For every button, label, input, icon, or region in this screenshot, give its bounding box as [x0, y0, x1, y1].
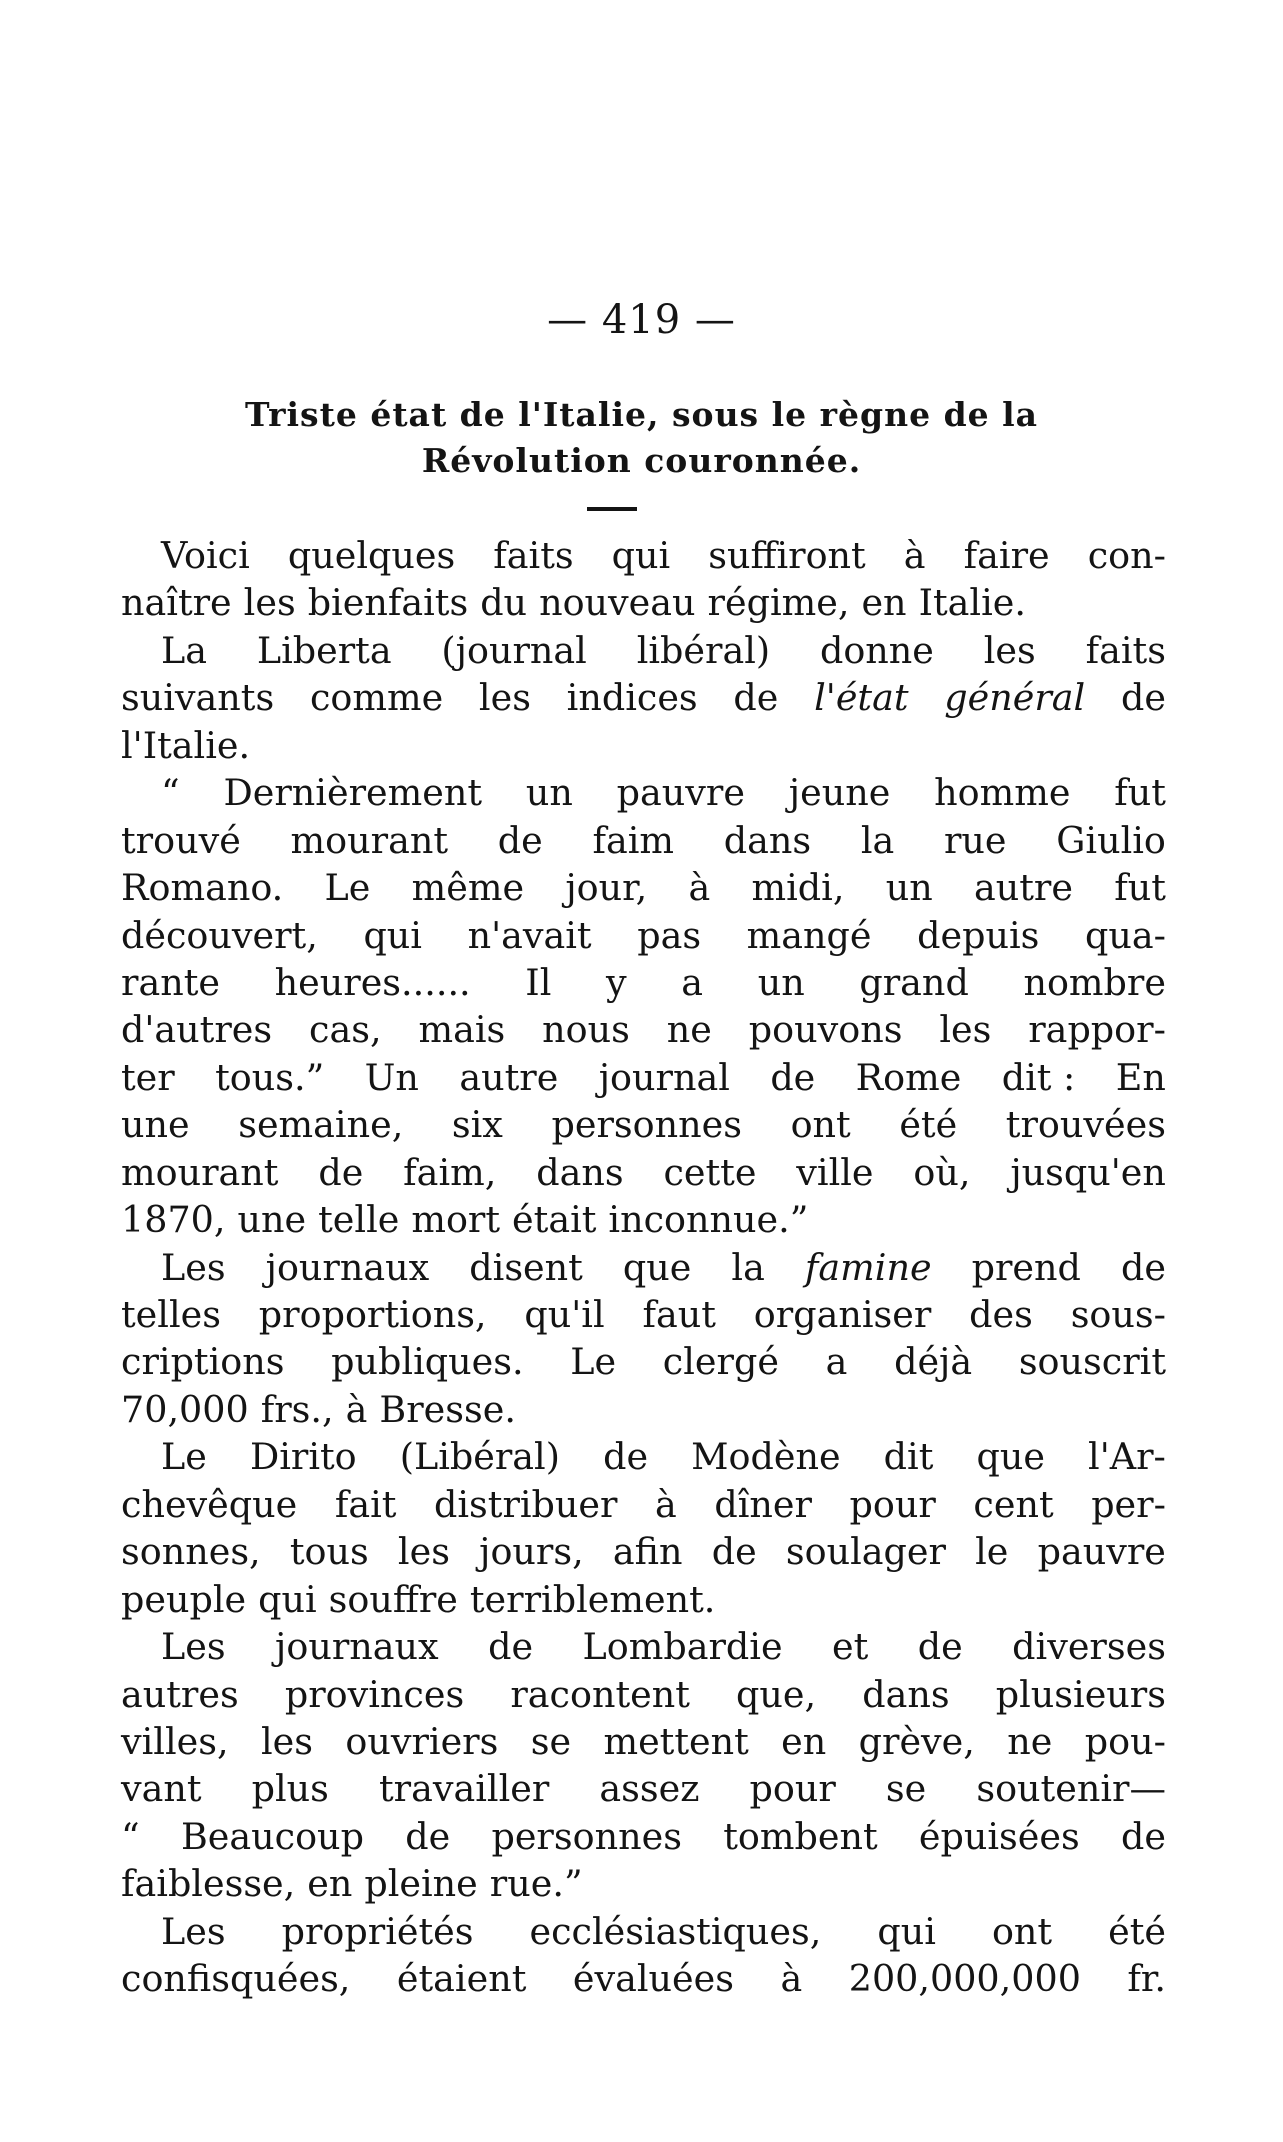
body-text: [121, 532, 1166, 2003]
word: Les: [161, 1245, 226, 1289]
word: homme: [934, 771, 1071, 815]
word: mais: [418, 1008, 506, 1052]
word: pour: [749, 1767, 836, 1811]
word: de: [1120, 676, 1166, 720]
text-line: [121, 1955, 1166, 2002]
word: les: [260, 1719, 313, 1763]
word: telle: [318, 1198, 400, 1242]
word: mourant: [121, 1150, 279, 1194]
word: nombre: [1023, 960, 1166, 1004]
word: Voici: [161, 534, 250, 577]
word: donne: [819, 628, 934, 672]
word: du: [480, 581, 528, 625]
word: étaient: [396, 1957, 527, 2001]
word: découvert,: [121, 913, 318, 957]
text-line: [121, 1860, 1166, 1907]
word: ne: [1007, 1719, 1053, 1763]
word: jours,: [479, 1530, 584, 1574]
word: Romano.: [121, 866, 284, 910]
word: les: [397, 1530, 450, 1574]
word: trouvé: [121, 818, 241, 862]
word: de: [917, 1625, 963, 1669]
word: faits: [493, 534, 574, 577]
word: Italie.: [918, 581, 1026, 625]
word: famine: [804, 1245, 932, 1289]
word: La: [161, 628, 207, 672]
word: dans: [862, 1672, 950, 1716]
word: à: [780, 1957, 803, 2001]
word: personnes: [551, 1103, 742, 1147]
word: publiques.: [331, 1340, 524, 1384]
word: était: [512, 1198, 597, 1242]
word: se: [530, 1719, 572, 1763]
word: pauvre: [1037, 1530, 1166, 1574]
word: jour,: [565, 866, 648, 910]
word: de: [318, 1150, 364, 1194]
word: qui: [611, 534, 671, 577]
word: ouvriers: [345, 1719, 499, 1763]
word: fr.: [1127, 1957, 1166, 2001]
text-line: [121, 1765, 1166, 1812]
text-line: [121, 579, 1166, 626]
word: Dirito: [249, 1435, 357, 1479]
word: de: [405, 1814, 451, 1858]
word: dit: [883, 1435, 934, 1479]
word: inconnue.”: [608, 1198, 809, 1242]
word: quelques: [287, 534, 456, 577]
word: dit :: [1001, 1055, 1076, 1099]
word: suivants: [121, 676, 275, 720]
text-line: [121, 1813, 1166, 1860]
word: rue.”: [489, 1862, 583, 1906]
word: autre: [459, 1055, 559, 1099]
word: même: [411, 866, 525, 910]
word: soutenir—: [976, 1767, 1166, 1811]
text-line: [121, 1386, 1166, 1433]
word: nouveau: [539, 581, 696, 625]
word: soulager: [785, 1530, 946, 1574]
word: comme: [309, 676, 444, 720]
word: organiser: [753, 1293, 932, 1336]
word: Lombardie: [582, 1625, 783, 1669]
word: bienfaits: [307, 581, 469, 625]
word: à: [903, 534, 926, 577]
word: journaux: [275, 1625, 439, 1669]
word: chevêque: [121, 1482, 298, 1526]
word: de: [497, 818, 543, 862]
word: “: [161, 771, 180, 815]
word: un: [757, 960, 805, 1004]
text-line: [121, 1623, 1166, 1670]
word: racontent: [510, 1672, 690, 1716]
word: mourant: [290, 818, 449, 862]
word: faiblesse,: [121, 1862, 296, 1906]
word: n'avait: [467, 913, 592, 957]
word: tous: [289, 1530, 369, 1574]
word: autre: [973, 866, 1073, 910]
word: nous: [542, 1008, 630, 1052]
word: propriétés: [281, 1909, 474, 1953]
heading-line: Révolution couronnée.: [421, 441, 862, 480]
word: naître: [121, 581, 232, 625]
word: pleine: [364, 1862, 478, 1906]
word: journal: [598, 1055, 730, 1099]
word: Dernièrement: [223, 771, 483, 815]
word: en: [307, 1862, 353, 1906]
word: qu'il: [524, 1293, 605, 1336]
word: disent: [469, 1245, 583, 1289]
word: Modène: [691, 1435, 841, 1479]
word: 70,000: [121, 1387, 249, 1431]
word: faits: [1085, 628, 1166, 672]
word: été: [899, 1103, 958, 1147]
word: personnes: [491, 1814, 682, 1858]
word: vant: [121, 1767, 202, 1811]
word: que: [622, 1245, 692, 1289]
word: six: [451, 1103, 503, 1147]
text-line: [121, 1244, 1166, 1291]
word: Giulio: [1056, 818, 1166, 862]
word: Beaucoup: [180, 1814, 364, 1858]
text-line: [121, 817, 1166, 864]
word: terriblement.: [469, 1577, 716, 1621]
section-heading: [130, 392, 1153, 484]
word: une: [121, 1103, 190, 1147]
word: général: [944, 676, 1086, 720]
word: mort: [411, 1198, 501, 1242]
heading-divider: [587, 507, 637, 511]
word: afin: [612, 1530, 683, 1574]
word: un: [525, 771, 573, 815]
word: grève,: [858, 1719, 975, 1763]
word: suffiront: [708, 534, 866, 577]
word: épuisées: [918, 1814, 1080, 1858]
word: déjà: [894, 1340, 973, 1384]
text-line: [121, 912, 1166, 959]
word: peuple: [121, 1577, 247, 1621]
word: (Libéral): [399, 1435, 560, 1479]
word: semaine,: [238, 1103, 404, 1147]
word: travailler: [379, 1767, 550, 1811]
word: libéral): [636, 628, 771, 672]
word: ne: [666, 1008, 712, 1052]
word: criptions: [121, 1340, 285, 1384]
word: rappor-: [1028, 1008, 1166, 1052]
word: faim: [592, 818, 674, 862]
word: évaluées: [572, 1957, 734, 2001]
word: Les: [161, 1909, 226, 1953]
word: faim,: [403, 1150, 497, 1194]
word: jusqu'en: [1010, 1150, 1166, 1194]
word: pou-: [1084, 1719, 1166, 1763]
word: en: [861, 581, 907, 625]
word: le: [975, 1530, 1009, 1574]
text-line: [121, 1196, 1166, 1243]
text-line: [121, 1054, 1166, 1101]
word: dîner: [714, 1482, 812, 1526]
heading-line: Triste état de l'Italie, sous le règne de la: [244, 395, 1039, 434]
word: villes,: [121, 1719, 229, 1763]
word: Bresse.: [379, 1387, 516, 1431]
word: clergé: [662, 1340, 779, 1384]
word: y: [606, 960, 627, 1004]
word: à: [655, 1482, 677, 1526]
word: a: [825, 1340, 848, 1384]
word: Un: [364, 1055, 419, 1099]
word: pauvre: [616, 771, 745, 815]
word: de: [1121, 1814, 1166, 1858]
word: frs.,: [260, 1387, 334, 1431]
word: l'Italie.: [121, 723, 251, 767]
word: dans: [723, 818, 812, 862]
word: journaux: [265, 1245, 430, 1289]
word: heures......: [274, 960, 471, 1004]
word: provinces: [284, 1672, 465, 1716]
word: la: [731, 1245, 765, 1289]
word: sous-: [1070, 1293, 1166, 1336]
text-line: [121, 864, 1166, 911]
word: qui: [258, 1577, 317, 1621]
word: Liberta: [256, 628, 392, 672]
word: l'Ar-: [1088, 1435, 1166, 1479]
word: plusieurs: [995, 1672, 1166, 1716]
word: ville: [796, 1150, 874, 1194]
word: à: [688, 866, 711, 910]
text-line: [121, 1671, 1166, 1718]
word: autres: [121, 1672, 239, 1716]
word: de: [488, 1625, 534, 1669]
word: cette: [663, 1150, 757, 1194]
text-line: [121, 1576, 1166, 1623]
word: indices: [566, 676, 698, 720]
text-line: [121, 1528, 1166, 1575]
word: 1870,: [121, 1198, 226, 1242]
word: Le: [324, 866, 371, 910]
word: l'état: [814, 676, 909, 720]
word: dans: [536, 1150, 624, 1194]
word: tombent: [723, 1814, 878, 1858]
word: les: [478, 676, 531, 720]
word: a: [681, 960, 704, 1004]
word: à: [345, 1387, 368, 1431]
word: plus: [251, 1767, 329, 1811]
word: mangé: [746, 913, 872, 957]
word: où,: [913, 1150, 971, 1194]
word: les: [939, 1008, 992, 1052]
word: une: [237, 1198, 307, 1242]
word: midi,: [751, 866, 845, 910]
word: proportions,: [258, 1293, 487, 1336]
word: depuis: [917, 913, 1040, 957]
word: confisquées,: [121, 1957, 351, 2001]
word: prend: [971, 1245, 1081, 1289]
word: distribuer: [434, 1482, 618, 1526]
word: sonnes,: [121, 1530, 261, 1574]
word: trouvées: [1005, 1103, 1166, 1147]
word: souscrit: [1018, 1340, 1166, 1384]
word: faire: [963, 534, 1050, 577]
word: rue: [943, 818, 1007, 862]
word: ecclésiastiques,: [529, 1909, 822, 1953]
word: les: [983, 628, 1036, 672]
word: Il: [525, 960, 552, 1004]
word: per-: [1091, 1482, 1166, 1526]
word: telles: [121, 1293, 221, 1336]
word: pas: [637, 913, 702, 957]
word: un: [885, 866, 933, 910]
word: et: [832, 1625, 869, 1669]
word: des: [969, 1293, 1033, 1336]
word: En: [1115, 1055, 1166, 1099]
text-line: [121, 627, 1166, 674]
text-line: [121, 1101, 1166, 1148]
text-line: [121, 1433, 1166, 1480]
text-line: [121, 1718, 1166, 1765]
text-line: [121, 1149, 1166, 1196]
word: con-: [1087, 534, 1166, 577]
word: ter: [121, 1055, 175, 1099]
word: de: [1120, 1245, 1166, 1289]
word: cas,: [309, 1008, 382, 1052]
word: “: [121, 1814, 140, 1858]
word: faut: [642, 1293, 716, 1336]
word: pouvons: [748, 1008, 903, 1052]
word: cent: [973, 1482, 1054, 1526]
text-line: [121, 1338, 1166, 1385]
word: Le: [161, 1435, 207, 1479]
word: diverses: [1012, 1625, 1166, 1669]
text-line: [121, 959, 1166, 1006]
word: pour: [849, 1482, 936, 1526]
word: se: [885, 1767, 927, 1811]
word: assez: [599, 1767, 700, 1811]
word: fut: [1114, 866, 1166, 910]
word: été: [1108, 1909, 1166, 1953]
word: Rome: [855, 1055, 962, 1099]
word: Le: [570, 1340, 617, 1384]
word: ont: [790, 1103, 851, 1147]
text-line: [121, 1006, 1166, 1053]
word: en: [781, 1719, 827, 1763]
page-number: — 419 —: [547, 297, 736, 343]
word: rante: [121, 960, 220, 1004]
text-line: [121, 722, 1166, 769]
word: qui: [877, 1909, 936, 1953]
word: fait: [334, 1482, 397, 1526]
text-line: [121, 532, 1166, 579]
word: mettent: [603, 1719, 749, 1763]
word: que,: [736, 1672, 817, 1716]
word: d'autres: [121, 1008, 273, 1052]
word: qui: [363, 913, 422, 957]
word: fut: [1114, 771, 1166, 815]
text-line: [121, 1481, 1166, 1528]
word: que: [976, 1435, 1045, 1479]
word: les: [243, 581, 296, 625]
word: de: [770, 1055, 816, 1099]
text-line: [121, 1291, 1166, 1338]
word: (journal: [441, 628, 587, 672]
word: régime,: [707, 581, 850, 625]
word: qua-: [1084, 913, 1166, 957]
word: de: [733, 676, 779, 720]
word: tous.”: [215, 1055, 325, 1099]
text-line: [121, 1908, 1166, 1955]
word: jeune: [788, 771, 891, 815]
word: de: [603, 1435, 649, 1479]
word: 200,000,000: [848, 1957, 1081, 2001]
word: ont: [991, 1909, 1053, 1953]
text-line: [121, 674, 1166, 721]
word: Les: [161, 1625, 226, 1669]
word: la: [860, 818, 895, 862]
word: souffre: [328, 1577, 458, 1621]
text-line: [121, 769, 1166, 816]
word: grand: [859, 960, 969, 1004]
word: de: [711, 1530, 757, 1574]
